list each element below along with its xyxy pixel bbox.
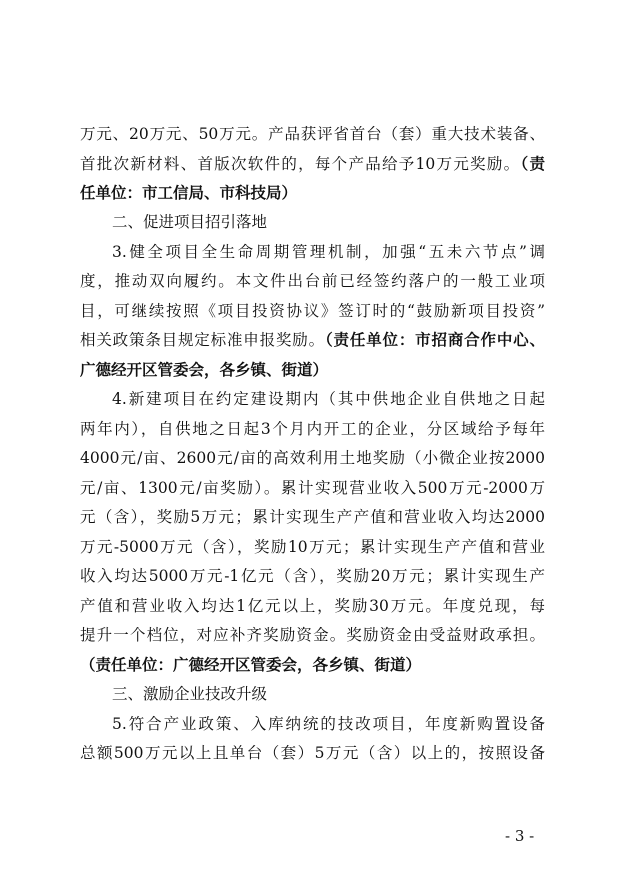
paragraph-4-line-7: 收入均达5000万元-1亿元（含），奖励20万元；累计实现生产 — [80, 567, 545, 585]
paragraph-3-line-3: 目，可继续按照《项目投资协议》签订时的“鼓励新项目投资” — [80, 302, 545, 320]
paragraph-1-line-2 — [80, 154, 545, 174]
section-3-heading: 三、激励企业技改升级 — [112, 685, 268, 703]
responsible-unit-3: （责任单位：广德经开区管委会，各乡镇、街道） — [80, 655, 422, 674]
paragraph-3-line-4-text: 相关政策条目规定标准申报奖励。 — [80, 331, 325, 349]
paragraph-1-line-1: 万元、20万元、50万元。产品获评省首台（套）重大技术装备、 — [80, 125, 545, 143]
paragraph-4-line-3: 4000元/亩、2600元/亩的高效利用土地奖励（小微企业按2000 — [80, 449, 545, 467]
paragraph-4-line-2: 两年内），自供地之日起3个月内开工的企业，分区域给予每年 — [80, 420, 545, 438]
responsible-unit-1-start: （责 — [520, 154, 545, 173]
paragraph-3-line-4 — [80, 330, 545, 350]
page-number: - 3 - — [505, 827, 535, 845]
paragraph-4-line-1: 4.新建项目在约定建设期内（其中供地企业自供地之日起 — [112, 390, 545, 408]
paragraph-4-line-5: 元（含），奖励5万元；累计实现生产产值和营业收入均达2000 — [80, 508, 545, 526]
paragraph-3-line-1: 3.健全项目全生命周期管理机制，加强“五未六节点”调 — [112, 243, 545, 261]
responsible-unit-2: 广德经开区管委会，各乡镇、街道） — [80, 360, 329, 379]
paragraph-1-line-2-text: 首批次新材料、首版次软件的，每个产品给予10万元奖励。 — [80, 155, 521, 173]
paragraph-4-line-6: 万元-5000万元（含），奖励10万元；累计实现生产产值和营业 — [80, 538, 545, 556]
paragraph-4-line-4: 元/亩、1300元/亩奖励）。累计实现营业收入500万元-2000万 — [80, 479, 545, 497]
paragraph-4-line-9: 提升一个档位，对应补齐奖励资金。奖励资金由受益财政承担。 — [80, 626, 545, 644]
paragraph-4-line-8: 产值和营业收入均达1亿元以上，奖励30万元。年度兑现，每 — [80, 597, 545, 615]
section-2-heading: 二、促进项目招引落地 — [112, 213, 268, 231]
responsible-unit-1: 任单位：市工信局、市科技局） — [80, 183, 298, 202]
paragraph-5-line-1: 5.符合产业政策、入库纳统的技改项目，年度新购置设备 — [112, 715, 545, 733]
responsible-unit-2-start: （责任单位：市招商合作中心、 — [324, 330, 545, 349]
paragraph-5-line-2: 总额500万元以上且单台（套）5万元（含）以上的，按照设备 — [80, 744, 545, 762]
paragraph-3-line-2: 度，推动双向履约。本文件出台前已经签约落户的一般工业项 — [80, 272, 545, 290]
